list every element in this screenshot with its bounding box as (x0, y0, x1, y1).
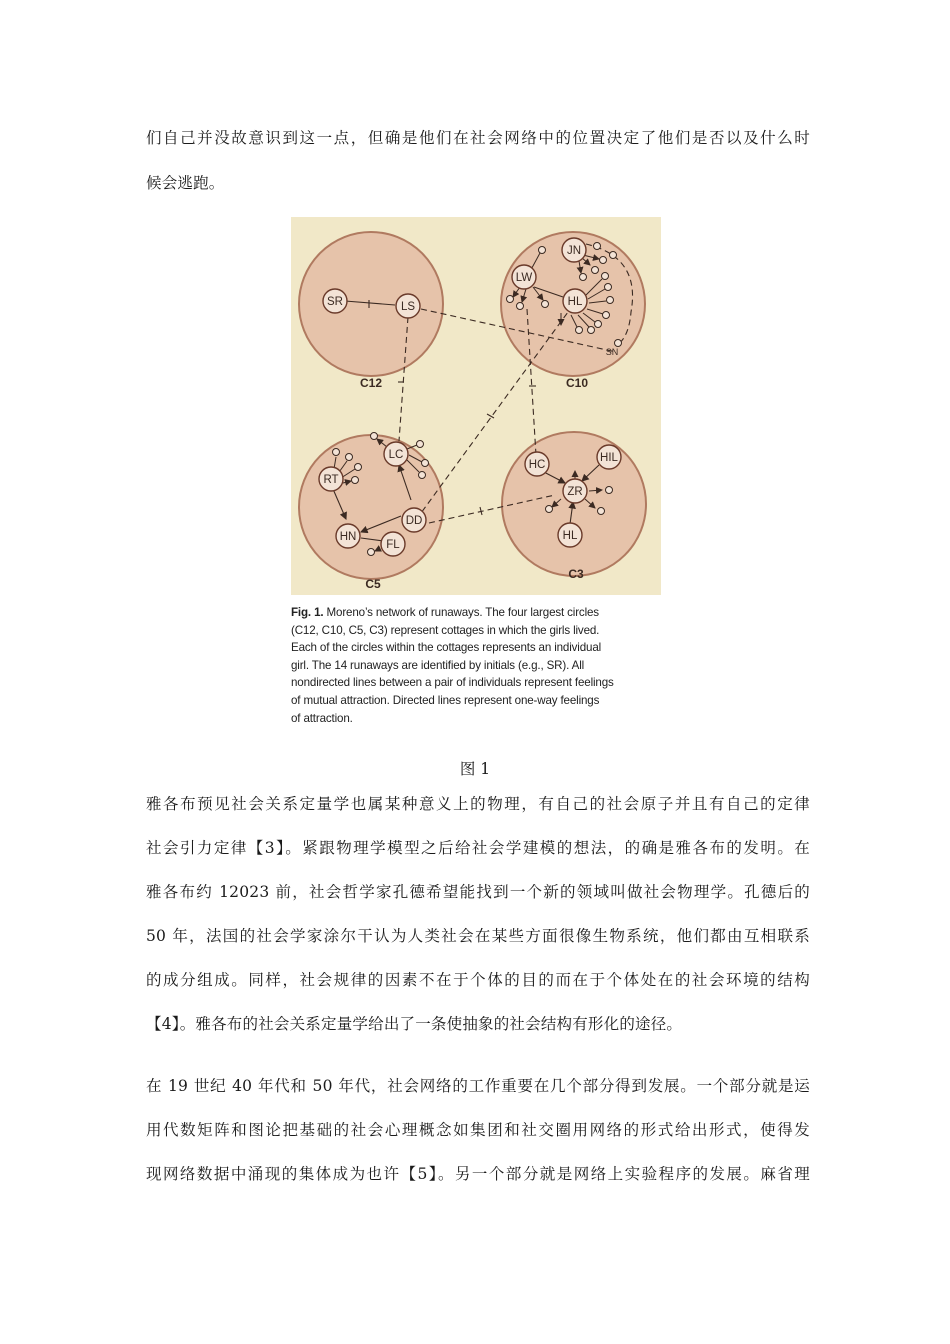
label-rt: RT (323, 474, 339, 486)
cottage-label-c12: C12 (359, 376, 383, 390)
text-line: 50 年，法国的社会学家涂尔干认为人类社会在某些方面很像生物系统，他们都由互相联系 (146, 927, 810, 945)
caption-line: of attraction. (291, 711, 353, 725)
text-line: 的成分组成。同样，社会规律的因素不在于个体的目的而在于个体处在的社会环境的结构 (146, 971, 810, 989)
text-line: 在 19 世纪 40 年代和 50 年代，社会网络的工作重要在几个部分得到发展。一个部分就是运 (146, 1077, 810, 1095)
caption-line: Moreno’s network of runaways. The four largest circles (326, 606, 599, 619)
text-line: 候会逃跑。 (146, 174, 225, 192)
text-line: 社会引力定律【3】。紧跟物理学模型之后给社会学建模的想法，的确是雅各布的发明。在 (146, 839, 810, 857)
label-lw: LW (515, 272, 533, 284)
text-line: 【4】。雅各布的社会关系定量学给出了一条使抽象的社会结构有形化的途径。 (146, 1015, 683, 1033)
cottage-label-c3: C3 (568, 567, 584, 581)
label-fl: FL (386, 539, 400, 551)
text-line: 雅各布预见社会关系定量学也属某种意义上的物理，有自己的社会原子并且有自己的定律 (146, 795, 810, 813)
caption-line: girl. The 14 runaways are identified by initials (e.g., SR). All (291, 658, 585, 672)
caption-line: nondirected lines between a pair of individuals represent feelings (291, 676, 614, 690)
label-sn: SN (605, 347, 619, 357)
label-hn: HN (339, 531, 357, 543)
label-lc: LC (388, 449, 404, 461)
label-hc: HC (528, 459, 546, 471)
cottage-c12 (299, 232, 443, 376)
caption-line: (C12, C10, C5, C3) represent cottages in which the girls lived. (291, 623, 600, 637)
label-hl3: HL (562, 530, 578, 542)
label-jn: JN (566, 245, 582, 257)
cottage-label-c5: C5 (365, 577, 381, 591)
label-ls: LS (400, 301, 416, 313)
caption-line: of mutual attraction. Directed lines represent one-way feelings (291, 693, 600, 707)
label-sr: SR (327, 296, 343, 308)
text-line: 们自己并没故意识到这一点，但确是他们在社会网络中的位置决定了他们是否以及什么时 (146, 129, 810, 147)
caption-label: Fig. 1. (291, 606, 324, 619)
cottage-c3 (502, 432, 646, 576)
figure-caption (291, 604, 663, 727)
text-line: 用代数矩阵和图论把基础的社会心理概念如集团和社交圈用网络的形式给出形式，使得发 (146, 1121, 810, 1139)
caption-line: Each of the circles within the cottages represents an individual (291, 641, 602, 655)
label-dd: DD (405, 515, 423, 527)
figure-moreno-network (291, 217, 661, 725)
label-hil: HIL (600, 452, 618, 464)
figure-number: 图 1 (459, 760, 491, 778)
network-diagram (291, 217, 661, 597)
text-line: 雅各布约 12023 前，社会哲学家孔德希望能找到一个新的领域叫做社会物理学。孔德后的 (146, 883, 810, 901)
cottage-c5 (299, 435, 443, 579)
text-line: 现网络数据中涌现的集体成为也许【5】。另一个部分就是网络上实验程序的发展。麻省理 (146, 1165, 810, 1183)
label-zr: ZR (567, 486, 583, 498)
label-hl10: HL (567, 296, 583, 308)
cottage-label-c10: C10 (565, 376, 589, 390)
